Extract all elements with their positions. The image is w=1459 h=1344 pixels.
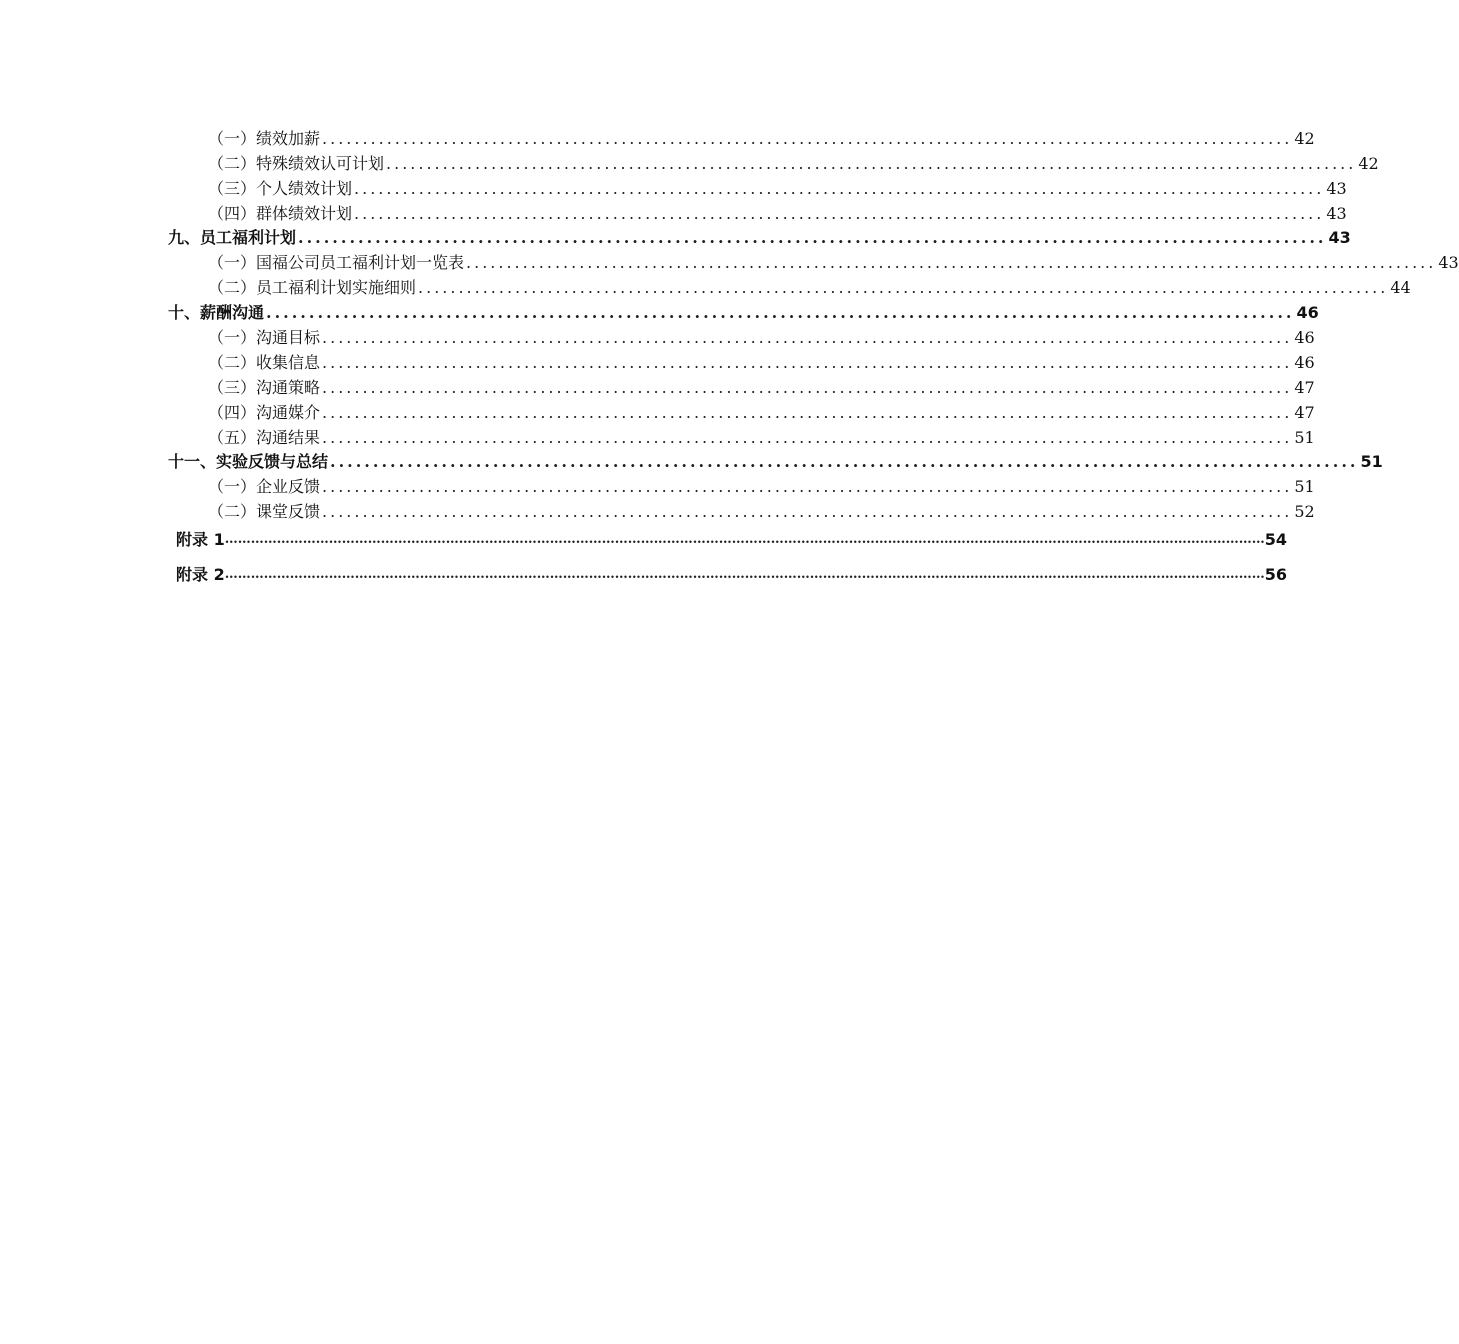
toc-page-number: 42	[1294, 128, 1315, 148]
toc-page-number: 51	[1294, 427, 1315, 447]
toc-chapter-entry[interactable]	[168, 298, 1319, 323]
dot-leader: ........................................................................................................................	[322, 502, 1293, 522]
toc-page-number: 43	[1326, 203, 1347, 223]
toc-entry[interactable]	[168, 323, 1315, 348]
toc-entry[interactable]	[168, 497, 1315, 522]
dot-leader: ........................................................................................................................	[354, 203, 1325, 223]
dot-leader: ……………………………………………………………………………………………………………………………………………………………………………………………………………………	[224, 531, 1265, 547]
toc-entry[interactable]	[168, 149, 1379, 174]
dot-leader: ........................................................................................................................	[418, 278, 1389, 298]
toc-entry[interactable]	[168, 124, 1315, 149]
dot-leader: ........................................................................................................................	[298, 228, 1327, 248]
toc-entry-label: （二）特殊绩效认可计划	[208, 153, 385, 173]
toc-page-number: 46	[1294, 352, 1315, 372]
toc-page-number: 51	[1294, 477, 1315, 497]
toc-entry-label: （一）沟通目标	[208, 328, 321, 348]
toc-appendix-entry[interactable]	[168, 522, 1287, 557]
dot-leader: ........................................................................................................................	[322, 128, 1293, 148]
toc-page-number: 46	[1296, 303, 1319, 323]
toc-page-number: 46	[1294, 328, 1315, 348]
table-of-contents	[168, 124, 1459, 592]
toc-entry[interactable]	[168, 373, 1315, 398]
dot-leader: ........................................................................................................................	[330, 452, 1359, 472]
toc-page-number: 52	[1294, 502, 1315, 522]
toc-entry-label: （二）收集信息	[208, 352, 321, 372]
dot-leader: ........................................................................................................................	[322, 427, 1293, 447]
toc-entry-label: （一）企业反馈	[208, 477, 321, 497]
toc-page-number: 54	[1264, 529, 1287, 549]
toc-entry[interactable]	[168, 199, 1347, 224]
toc-entry-label: （四）群体绩效计划	[208, 203, 353, 223]
dot-leader: ........................................................................................................................	[322, 352, 1293, 372]
toc-chapter-entry[interactable]	[168, 448, 1383, 473]
toc-entry-label: （三）个人绩效计划	[208, 178, 353, 198]
toc-page-number: 43	[1438, 253, 1459, 273]
dot-leader: ........................................................................................................................	[354, 178, 1325, 198]
toc-page-number: 44	[1390, 278, 1411, 298]
toc-entry[interactable]	[168, 423, 1315, 448]
dot-leader: ........................................................................................................................	[322, 377, 1293, 397]
toc-entry[interactable]	[168, 174, 1347, 199]
toc-entry-label: （一）绩效加薪	[208, 128, 321, 148]
toc-page-number: 43	[1326, 178, 1347, 198]
toc-chapter-label: 十一、实验反馈与总结	[168, 452, 329, 472]
dot-leader: ........................................................................................................................	[322, 402, 1293, 422]
toc-entry-label: （五）沟通结果	[208, 427, 321, 447]
toc-chapter-label: 十、薪酬沟通	[168, 303, 265, 323]
toc-entry[interactable]	[168, 273, 1411, 298]
toc-page-number: 43	[1328, 228, 1351, 248]
toc-entry[interactable]	[168, 248, 1459, 273]
toc-chapter-entry[interactable]	[168, 224, 1351, 249]
toc-appendix-label: 附录 1	[176, 529, 225, 549]
dot-leader: ........................................................................................................................	[386, 153, 1357, 173]
toc-chapter-label: 九、员工福利计划	[168, 228, 297, 248]
dot-leader: ........................................................................................................................	[322, 477, 1293, 497]
dot-leader: ........................................................................................................................	[322, 328, 1293, 348]
toc-page-number: 56	[1264, 564, 1287, 584]
toc-entry[interactable]	[168, 348, 1315, 373]
toc-entry-label: （四）沟通媒介	[208, 402, 321, 422]
toc-entry-label: （一）国福公司员工福利计划一览表	[208, 253, 465, 273]
toc-page-number: 51	[1360, 452, 1383, 472]
toc-appendix-label: 附录 2	[176, 564, 225, 584]
dot-leader: ........................................................................................................................	[266, 303, 1295, 323]
toc-entry[interactable]	[168, 472, 1315, 497]
toc-appendix-entry[interactable]	[168, 557, 1287, 592]
toc-entry-label: （二）员工福利计划实施细则	[208, 278, 417, 298]
toc-page-number: 42	[1358, 153, 1379, 173]
dot-leader: ……………………………………………………………………………………………………………………………………………………………………………………………………………………	[224, 566, 1265, 582]
dot-leader: ........................................................................................................................	[466, 253, 1437, 273]
toc-entry-label: （二）课堂反馈	[208, 502, 321, 522]
toc-page-number: 47	[1294, 377, 1315, 397]
toc-entry-label: （三）沟通策略	[208, 377, 321, 397]
toc-entry[interactable]	[168, 398, 1315, 423]
toc-page-number: 47	[1294, 402, 1315, 422]
